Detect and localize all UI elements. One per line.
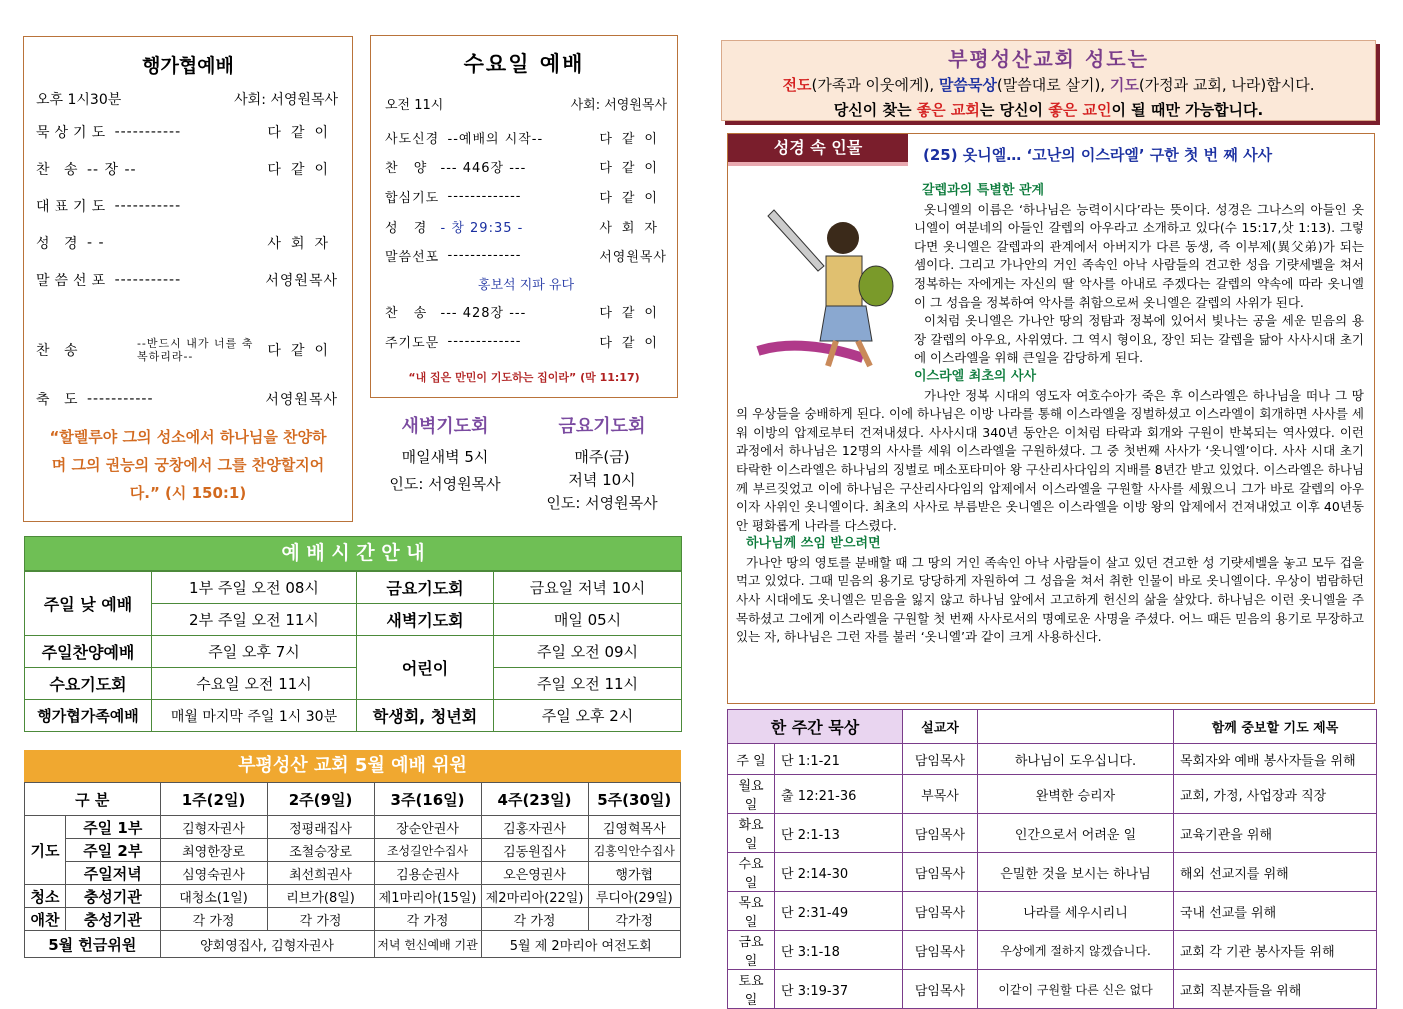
- duty-cell: 리브가(8일): [267, 885, 374, 908]
- motto-meditation: 말씀묵상: [938, 76, 997, 94]
- duty-cell: 정평래집사: [267, 816, 374, 839]
- order-who: 다같이: [267, 125, 338, 141]
- motto-line-2: [722, 99, 1375, 120]
- weekly-reading: 단 3:19-37: [775, 970, 903, 1009]
- article-paragraph: 가나안 정복 시대의 영도자 여호수아가 죽은 후 이스라엘은 하나님을 떠나 그 땅의 우상들을 숭배하게 된다. 이에 하나님은 이방 나라를 통해 이스라엘을 징벌하셨고 이스라엘이 회개하면 사사를 세워 이방의 압제로부터 건져내셨다. 사사시대 340년 동안은 이처럼 타락과 회개와 구원이 반복되는 역사였다. 이런 과정에서 하나님은 12명의 사사를 세워 이스라엘을 구원하셨다. 그 중 첫번째 사사가 ‘옷니엘’이다. 사사 시대 초기 타락한 이스라엘은 하나님의 징벌로 메소포타미아 왕 구산리사다임의 지배를 8년간 받고 있었다. 이스라엘은 하나님께 부르짖었고 이에 하나님은 구산리사다임의 압제에서 이스라엘을 구원할 사사를 세웠으니 그가 바로 갈렙의 아우이자 사위인 옷니엘이다. 최초의 사사로 부름받은 옷니엘은 이스라엘을 이방 왕의 압제에서 건져내었고 이후 40년동안 평화롭게 나라를 다스렸다.: [736, 387, 1364, 533]
- duty-cell: 양회영집사, 김형자권사: [160, 931, 374, 958]
- duty-key: 주일저녁: [66, 862, 161, 885]
- weekly-preacher: 부목사: [903, 775, 978, 814]
- order-who: 다같이: [599, 336, 667, 351]
- dawn-prayer-box: [380, 412, 510, 492]
- duty-cell: 오은영권사: [481, 862, 588, 885]
- schedule-cell: 금요일 저녁 10시: [494, 572, 682, 604]
- weekly-prayer-head: 함께 중보할 기도 제목: [1174, 710, 1377, 744]
- order-who: 서영원목사: [265, 273, 338, 289]
- motto-text: 는 당신이: [979, 101, 1049, 119]
- family-service-title: 행가협예배: [142, 55, 234, 77]
- schedule-cell: 어린이: [357, 636, 494, 700]
- weekly-reading: 단 2:31-49: [775, 892, 903, 931]
- duty-head: 구 분: [25, 783, 161, 816]
- dawn-prayer-time: 매일새벽 5시: [401, 448, 489, 466]
- weekly-preacher: 담임목사: [903, 814, 978, 853]
- schedule-cell: 매일 05시: [494, 604, 682, 636]
- duty-cell: 김용순권사: [374, 862, 481, 885]
- duty-head: 4주(23일): [481, 783, 588, 816]
- duty-table: [24, 782, 681, 958]
- wednesday-service-time: 오전 11시: [385, 98, 444, 113]
- dawn-prayer-title: 새벽기도회: [401, 416, 489, 437]
- order-dash: -----------: [114, 198, 182, 214]
- duty-cell: 장순안권사: [374, 816, 481, 839]
- order-label: 묵상기도: [36, 125, 111, 141]
- motto-text: (가족과 이웃에게),: [811, 76, 939, 94]
- order-label: 찬 양: [385, 161, 433, 176]
- schedule-cell: 금요기도회: [357, 572, 494, 604]
- order-label: 주기도문: [385, 336, 440, 351]
- weekly-topic: 우상에게 절하지 않겠습니다.: [978, 931, 1174, 970]
- order-dash: -----------: [86, 391, 154, 407]
- order-label: 합심기도: [385, 191, 440, 206]
- duty-header: 부평성산 교회 5월 예배 위원: [24, 750, 681, 782]
- order-label: 대표기도: [36, 199, 111, 215]
- duty-key: 충성기관: [66, 908, 161, 931]
- order-who: 서영원목사: [265, 392, 338, 408]
- order-who: 사회자: [599, 221, 667, 236]
- weekly-day: 수요일: [728, 853, 775, 892]
- weekly-preacher: 담임목사: [903, 892, 978, 931]
- motto-title: 부평성산교회 성도는: [948, 47, 1149, 71]
- motto-text: 이 될 때만 가능합니다.: [1111, 101, 1264, 119]
- order-dash: --- 446장 ---: [440, 161, 527, 176]
- schedule-cell: 주일찬양예배: [25, 636, 152, 668]
- weekly-preacher: 담임목사: [903, 970, 978, 1009]
- duty-cell: 각 가정: [267, 908, 374, 931]
- order-dash: -------------: [447, 334, 522, 349]
- article-subhead: 갈렙과의 특별한 관계: [922, 183, 1045, 198]
- order-dash: -----------: [114, 272, 182, 288]
- order-who: 사회자: [267, 236, 338, 252]
- weekly-blank-head: [978, 710, 1174, 744]
- duty-cell: 조성길안수집사: [374, 839, 481, 862]
- weekly-preacher-head: 설교자: [903, 710, 978, 744]
- motto-text: (가정과 교회, 나라)합시다.: [1138, 76, 1315, 94]
- duty-key: 5월 헌금위원: [25, 931, 161, 958]
- weekly-day: 월요일: [728, 775, 775, 814]
- duty-head: 2주(9일): [267, 783, 374, 816]
- duty-cell: 저녁 헌신예배 기관: [374, 931, 481, 958]
- order-dash: --- 428장 ---: [440, 306, 527, 321]
- order-dash: -----------: [114, 124, 182, 140]
- schedule-cell: 행가협가족예배: [25, 700, 152, 732]
- duty-cell: 최영한장로: [160, 839, 267, 862]
- wednesday-note: 홍보석 지파 유다: [477, 278, 575, 293]
- article-subhead: 이스라엘 최초의 사사: [914, 368, 1037, 384]
- duty-cell: 김홍자권사: [481, 816, 588, 839]
- duty-head: 3주(16일): [374, 783, 481, 816]
- duty-cell: 각 가정: [160, 908, 267, 931]
- motto-evangelism: 전도: [782, 76, 812, 94]
- schedule-cell: 주일 낮 예배: [25, 572, 152, 636]
- article-tag: 성경 속 인물: [728, 134, 908, 166]
- motto-line-1: [722, 74, 1375, 95]
- duty-key: 충성기관: [66, 885, 161, 908]
- article-title: (25) 옷니엘… ‘고난의 이스라엘’ 구한 첫 번 째 사사: [923, 146, 1273, 164]
- weekly-prayer: 교회, 가정, 사업장과 직장: [1174, 775, 1377, 814]
- duty-cell: 심영숙권사: [160, 862, 267, 885]
- duty-cell: 김동원집사: [481, 839, 588, 862]
- schedule-cell: 수요일 오전 11시: [152, 668, 357, 700]
- duty-cell: 각 가정: [481, 908, 588, 931]
- order-label: 축 도: [36, 392, 83, 408]
- order-dash: -------------: [447, 248, 522, 263]
- order-dash: --예배의 시작--: [447, 132, 544, 147]
- wednesday-service-panel: [370, 35, 678, 398]
- wednesday-service-host: 사회: 서영원목사: [570, 98, 667, 113]
- duty-group: 기도: [25, 816, 66, 885]
- order-label: 사도신경: [385, 132, 440, 147]
- order-label: 찬 송: [36, 162, 83, 178]
- order-dash: --반드시 내가 너를 축복하리라--: [136, 337, 254, 363]
- schedule-cell: 1부 주일 오전 08시: [152, 572, 357, 604]
- motto-prayer: 기도: [1109, 76, 1139, 94]
- order-who: 서영원목사: [599, 250, 667, 265]
- duty-cell: 김홍익안수집사: [588, 839, 680, 862]
- wednesday-quote: “내 집은 만민이 기도하는 집이라” (막 11:17): [408, 371, 640, 384]
- wednesday-service-title: 수요일 예배: [463, 52, 585, 76]
- weekly-prayer: 교회 직분자들을 위해: [1174, 970, 1377, 1009]
- weekly-preacher: 담임목사: [903, 931, 978, 970]
- order-dash: - 창 29:35 -: [440, 221, 524, 236]
- order-who: 다같이: [267, 343, 338, 359]
- schedule-cell: 주일 오후 2시: [494, 700, 682, 732]
- church-motto-banner: [721, 40, 1376, 121]
- order-who: 다같이: [599, 161, 667, 176]
- weekly-topic: 하나님이 도우십니다.: [978, 744, 1174, 775]
- weekly-prayer: 교육기관을 위해: [1174, 814, 1377, 853]
- order-label: 찬 송: [36, 343, 83, 359]
- motto-text: (말씀대로 살기),: [996, 76, 1110, 94]
- weekly-topic: 인간으로서 어려운 일: [978, 814, 1174, 853]
- weekly-topic: 완벽한 승리자: [978, 775, 1174, 814]
- weekly-day: 금요일: [728, 931, 775, 970]
- schedule-cell: 학생회, 청년회: [357, 700, 494, 732]
- order-who: 다같이: [599, 191, 667, 206]
- weekly-preacher: 담임목사: [903, 853, 978, 892]
- friday-prayer-leader: 인도: 서영원목사: [546, 494, 658, 512]
- weekly-topic: 은밀한 것을 보시는 하나님: [978, 853, 1174, 892]
- schedule-cell: 새벽기도회: [357, 604, 494, 636]
- duty-cell: 제2마리아(22일): [481, 885, 588, 908]
- duty-key: 주일 2부: [66, 839, 161, 862]
- friday-prayer-title: 금요기도회: [558, 416, 646, 437]
- weekly-reading: 단 2:1-13: [775, 814, 903, 853]
- friday-prayer-box: [532, 412, 672, 512]
- weekly-reading: 단 2:14-30: [775, 853, 903, 892]
- duty-cell: 김영혁목사: [588, 816, 680, 839]
- schedule-cell: 2부 주일 오전 11시: [152, 604, 357, 636]
- article-paragraph: 가나안 땅의 영토를 분배할 때 그 땅의 거인 족속인 아낙 사람들이 살고 있던 견고한 성 기럇세벨을 놓고 모두 겁을 먹고 있었다. 그때 믿음의 용기로 당당하게 자원하여 그 성읍을 쳐서 취한 인물이 바로 옷니엘이다. 우상이 범람하던 사사 시대에도 옷니엘은 믿음을 잃지 않고 하나님 앞에서 고고하게 헌신의 삶을 살았다. 하나님은 이런 옷니엘을 주목하셨고 그에게 이스라엘을 구원할 첫 번째 사사로서의 명예로운 사명을 주셨다. 어느 때든 믿음의 용기로 무장하고 있는 자, 하나님은 그런 자를 불러 ‘옷니엘’과 같이 크게 사용하신다.: [736, 554, 1364, 645]
- weekly-meditation-table: [727, 709, 1377, 1009]
- friday-prayer-day: 매주(금): [574, 448, 630, 466]
- weekly-topic: 이같이 구원할 다른 신은 없다: [978, 970, 1174, 1009]
- weekly-prayer: 국내 선교를 위해: [1174, 892, 1377, 931]
- schedule-cell: 매월 마지막 주일 1시 30분: [152, 700, 357, 732]
- schedule-cell: 수요기도회: [25, 668, 152, 700]
- weekly-reading: 단 3:1-18: [775, 931, 903, 970]
- order-label: 성 경: [36, 236, 83, 252]
- order-dash: -- 장 --: [86, 162, 137, 178]
- duty-head: 5주(30일): [588, 783, 680, 816]
- duty-cell: 각 가정: [374, 908, 481, 931]
- schedule-cell: 주일 오후 7시: [152, 636, 357, 668]
- duty-cell: 5월 제 2마리아 여전도회: [481, 931, 680, 958]
- weekly-reading: 출 12:21-36: [775, 775, 903, 814]
- family-service-host: 사회: 서영원목사: [234, 92, 338, 108]
- duty-cell: 행가협: [588, 862, 680, 885]
- duty-head: 1주(2일): [160, 783, 267, 816]
- duty-cell: 대청소(1일): [160, 885, 267, 908]
- duty-cell: 김형자권사: [160, 816, 267, 839]
- friday-prayer-time: 저녁 10시: [568, 471, 636, 489]
- schedule-table: [24, 571, 682, 732]
- order-label: 성 경: [385, 221, 433, 236]
- weekly-preacher: 담임목사: [903, 744, 978, 775]
- weekly-day: 주 일: [728, 744, 775, 775]
- weekly-day: 토요일: [728, 970, 775, 1009]
- article-subhead: 하나님께 쓰임 받으려면: [746, 536, 881, 552]
- order-label: 말씀선포: [385, 250, 440, 265]
- family-service-panel: [23, 36, 353, 522]
- weekly-prayer: 해외 선교지를 위해: [1174, 853, 1377, 892]
- dawn-prayer-leader: 인도: 서영원목사: [389, 475, 501, 493]
- duty-cell: 루디아(29일): [588, 885, 680, 908]
- weekly-title: 한 주간 묵상: [728, 710, 903, 744]
- duty-group: 애찬: [25, 908, 66, 931]
- bible-figure-article: [727, 133, 1375, 704]
- schedule-cell: 주일 오전 11시: [494, 668, 682, 700]
- order-label: 찬 송: [385, 306, 433, 321]
- weekly-topic: 나라를 세우시리니: [978, 892, 1174, 931]
- weekly-reading: 단 1:1-21: [775, 744, 903, 775]
- motto-good-member: 좋은 교인: [1048, 101, 1112, 119]
- weekly-day: 목요일: [728, 892, 775, 931]
- duty-cell: 최선희권사: [267, 862, 374, 885]
- weekly-day: 화요일: [728, 814, 775, 853]
- duty-cell: 제1마리아(15일): [374, 885, 481, 908]
- weekly-prayer: 목회자와 예배 봉사자들을 위해: [1174, 744, 1377, 775]
- order-label: 말씀선포: [36, 273, 111, 289]
- duty-key: 주일 1부: [66, 816, 161, 839]
- weekly-prayer: 교회 각 기관 봉사자들 위해: [1174, 931, 1377, 970]
- family-service-time: 오후 1시30분: [36, 92, 122, 108]
- family-service-verse: “할렐루야 그의 성소에서 하나님을 찬양하며 그의 권능의 궁창에서 그를 찬양할지어다.” (시 150:1): [49, 428, 327, 502]
- duty-group: 청소: [25, 885, 66, 908]
- order-dash: - -: [86, 235, 105, 251]
- order-who: 다같이: [267, 162, 338, 178]
- order-who: 다같이: [599, 132, 667, 147]
- schedule-cell: 주일 오전 09시: [494, 636, 682, 668]
- duty-cell: 각가정: [588, 908, 680, 931]
- article-paragraph: 이처럼 옷니엘은 가나안 땅의 정탐과 정복에 있어서 빛나는 공을 세운 믿음의 용장 갈렙의 아우요, 사위였다. 그 역시 형이요, 장인 되는 갈렙을 닮아 사사시대 초기에 이스라엘을 위해 큰일을 감당하게 된다.: [914, 313, 1364, 366]
- order-who: 다같이: [599, 306, 667, 321]
- motto-good-church: 좋은 교회: [916, 101, 980, 119]
- schedule-header: 예 배 시 간 안 내: [24, 536, 682, 571]
- article-paragraph: 옷니엘의 이름은 ‘하나님은 능력이시다’라는 뜻이다. 성경은 그나스의 아들인 옷니엘이 여분네의 아들인 갈렙의 아우라고 소개하고 있다(수 15:17,삿 1:13). 그렇다면 옷니엘은 갈렙과의 관계에서 아버지가 다른 동생, 즉 이부제(異父弟)가 되는 셈이다. 그리고 가나안의 거인 족속인 아낙 사람들의 견고한 성읍 기럇세벨을 쳐서 정복하는 자에게는 자신의 딸 악사를 아내로 주겠다는 갈렙의 약속에 따라 옷니엘이 그 성읍을 정복하여 악사를 취함으로써 옷니엘은 갈렙의 사위가 된다.: [914, 201, 1364, 310]
- duty-cell: 조철승장로: [267, 839, 374, 862]
- order-dash: -------------: [447, 189, 522, 204]
- motto-text: 당신이 찾는: [833, 101, 917, 119]
